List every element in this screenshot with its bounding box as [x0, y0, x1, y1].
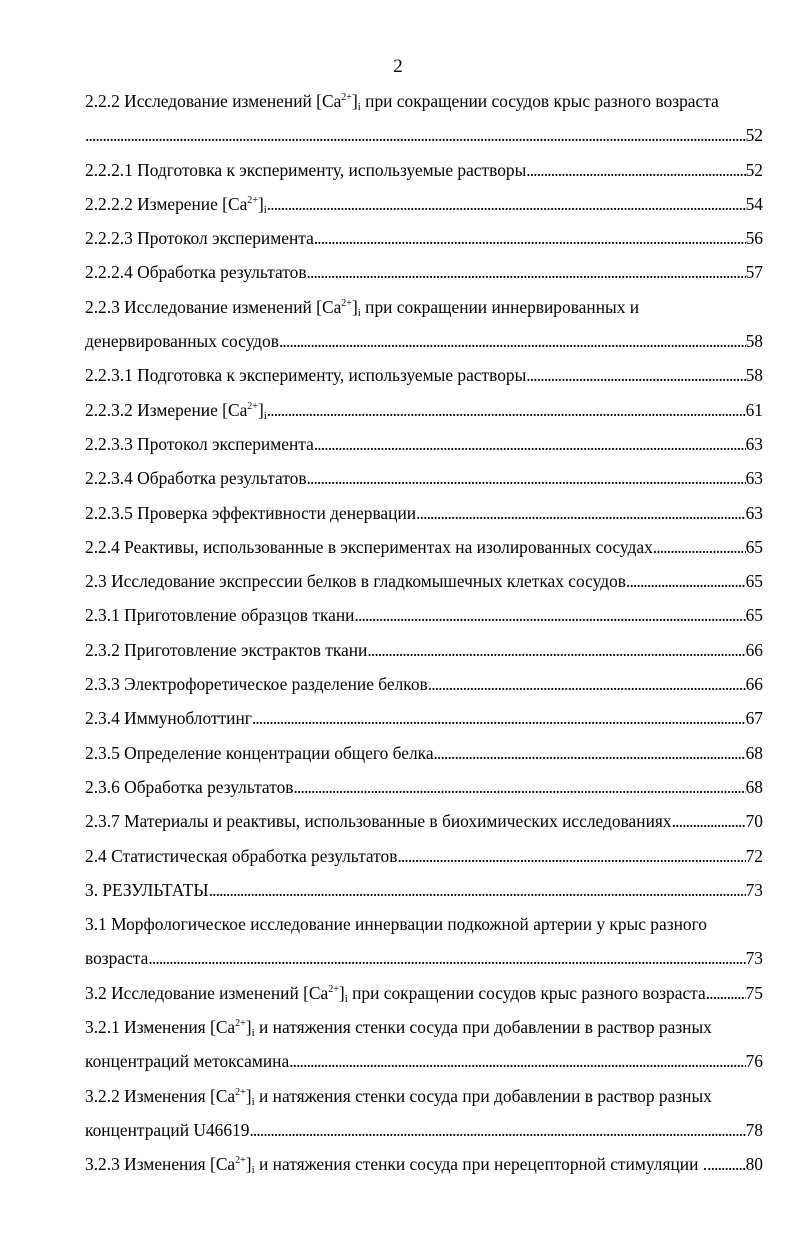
toc-page-number: 63: [745, 433, 763, 454]
toc-entry-title-start: 2.2.3.5 Проверка эффективности денервации: [85, 502, 417, 523]
toc-page-number: 65: [745, 605, 763, 626]
toc-page-number: 65: [745, 536, 763, 557]
toc-entry-title: [85, 84, 763, 118]
toc-entry: [85, 976, 763, 1010]
ca-close: ]: [351, 296, 358, 317]
ca-subscript: i: [251, 1095, 255, 1108]
toc-entry-title-start: 3.2.3 Изменения: [85, 1154, 211, 1175]
toc-entry-title-start: 2.2.2 Исследование изменений: [85, 91, 317, 111]
ca-charge: 2+: [235, 1018, 246, 1030]
toc-entry-title-start: 2.2.3 Исследование изменений: [85, 296, 317, 317]
ca-base: [Ca: [316, 296, 342, 317]
toc-page-number: 61: [745, 399, 763, 420]
dot-leader: [85, 118, 746, 152]
dot-leader: [526, 153, 745, 187]
toc-entry-title-start: 2.3.4 Иммуноблоттинг: [85, 708, 252, 729]
calcium-notation: [210, 1086, 255, 1106]
toc-entry-line: [85, 84, 763, 118]
toc-entry: [85, 187, 763, 221]
toc-entry-title-start: 2.2.3.2 Измерение: [85, 399, 223, 420]
toc-entry: [85, 461, 763, 495]
toc-page-number: 66: [745, 674, 763, 695]
dot-leader: [397, 839, 745, 873]
calcium-notation: [222, 400, 267, 420]
dot-leader: [672, 804, 746, 838]
toc-entry-line: [85, 393, 763, 427]
toc-page-number: 75: [745, 982, 763, 1003]
toc-entry-title: [85, 358, 526, 392]
toc-entry-line: [85, 221, 763, 255]
toc-entry: [85, 221, 763, 255]
dot-leader: [626, 564, 746, 598]
toc-entry-title: [85, 701, 252, 735]
toc-entry: [85, 770, 763, 804]
dot-leader: [289, 1044, 745, 1078]
toc-entry: [85, 1010, 763, 1079]
dot-leader: [653, 530, 746, 564]
toc-entry-title: [85, 221, 314, 255]
toc-entry: [85, 290, 763, 359]
toc-entry-line: [85, 290, 763, 324]
toc-entry-title: [85, 976, 706, 1010]
toc-entry-line: [85, 976, 763, 1010]
toc-page-number: 52: [745, 125, 763, 146]
toc-entry-title: [85, 907, 763, 941]
toc-entry: [85, 564, 763, 598]
toc-entry-line: [85, 839, 763, 873]
toc-entry-line: [85, 770, 763, 804]
dot-leader: [434, 736, 746, 770]
toc-entry-line: [85, 187, 763, 221]
toc-entry-line: [85, 1113, 763, 1147]
toc-entry-line: [85, 736, 763, 770]
toc-page-number: 63: [745, 468, 763, 489]
toc-page-number: 73: [745, 879, 763, 900]
toc-entry-title: [85, 393, 267, 427]
ca-subscript: i: [251, 1027, 255, 1040]
dot-leader: [267, 393, 746, 427]
ca-close: ]: [245, 1085, 252, 1106]
toc-page-number: 57: [745, 262, 763, 283]
toc-entry: [85, 667, 763, 701]
ca-base: [Ca: [210, 1154, 236, 1175]
toc-entry-line: [85, 564, 763, 598]
ca-close: ]: [257, 399, 264, 420]
ca-close: ]: [245, 1017, 252, 1038]
toc-entry: [85, 701, 763, 735]
toc-entry: [85, 633, 763, 667]
dot-leader: [707, 1147, 746, 1181]
toc-page-number: 80: [745, 1154, 763, 1175]
toc-entry-line: [85, 1010, 763, 1044]
ca-subscript: i: [251, 1164, 255, 1177]
toc-entry-title-start: 2.2.2.4 Обработка результатов: [85, 262, 307, 283]
toc-page-number: 72: [745, 845, 763, 866]
ca-charge: 2+: [235, 1086, 246, 1098]
toc-page-number: 70: [745, 811, 763, 832]
toc-entry-line: [85, 941, 763, 975]
toc-entry-title-start: 2.3.3 Электрофоретическое разделение белков: [85, 674, 428, 695]
toc-entry: [85, 598, 763, 632]
toc-entry-line: [85, 598, 763, 632]
toc-entry-line: [85, 324, 763, 358]
toc-entry-title: [85, 1010, 763, 1044]
toc-page-number: 76: [745, 1051, 763, 1072]
toc-entry-title-end: и натяжения стенки сосуда при добавлении в раствор разных: [254, 1085, 712, 1106]
dot-leader: [706, 976, 746, 1010]
dot-leader: [249, 1113, 745, 1147]
toc-entry-title: [85, 804, 672, 838]
toc-entry-continuation: концентраций U46619: [85, 1119, 250, 1140]
toc-entry-title-start: 2.2.2.3 Протокол эксперимента: [85, 228, 314, 249]
dot-leader: [307, 255, 746, 289]
dot-leader: [367, 633, 745, 667]
ca-close: ]: [351, 91, 358, 111]
toc-entry-title-start: 2.2.3.3 Протокол эксперимента: [85, 433, 314, 454]
toc-entry: [85, 873, 763, 907]
toc-entry-title: [85, 153, 526, 187]
ca-close: ]: [257, 193, 264, 214]
toc-entry-title: [85, 736, 434, 770]
toc-page-number: 58: [745, 365, 763, 386]
toc-entry-title-start: 2.3 Исследование экспрессии белков в гладкомышечных клетках сосудов: [85, 571, 626, 592]
dot-leader: [355, 598, 746, 632]
table-of-contents: [85, 84, 763, 1182]
ca-subscript: i: [357, 306, 361, 319]
ca-charge: 2+: [328, 983, 339, 995]
toc-entry-line: [85, 153, 763, 187]
toc-entry: [85, 1147, 763, 1181]
toc-entry: [85, 530, 763, 564]
toc-entry-title-end: при сокращении иннервированных и: [360, 296, 640, 317]
toc-entry-title-start: 2.2.2.2 Измерение: [85, 193, 223, 214]
calcium-notation: [316, 297, 361, 317]
dot-leader: [293, 770, 745, 804]
dot-leader: [279, 324, 746, 358]
toc-entry-line: [85, 358, 763, 392]
toc-entry: [85, 393, 763, 427]
toc-entry-line: [85, 255, 763, 289]
toc-entry: [85, 839, 763, 873]
toc-page-number: 54: [745, 193, 763, 214]
calcium-notation: [316, 91, 361, 111]
toc-entry-continuation: денервированных сосудов: [85, 331, 279, 352]
dot-leader: [267, 187, 746, 221]
toc-entry-title-end: и натяжения стенки сосуда при нерецепторной стимуляции .: [254, 1154, 708, 1175]
toc-entry-title-start: 3.2.1 Изменения: [85, 1017, 211, 1038]
ca-charge: 2+: [235, 1155, 246, 1167]
dot-leader: [526, 358, 745, 392]
toc-entry-line: [85, 1044, 763, 1078]
toc-entry-title: [85, 496, 416, 530]
toc-page-number: 52: [745, 159, 763, 180]
toc-entry: [85, 153, 763, 187]
toc-entry-title-start: 2.3.1 Приготовление образцов ткани: [85, 605, 355, 626]
toc-entry-continuation: концентраций метоксамина: [85, 1051, 290, 1072]
toc-entry: [85, 427, 763, 461]
toc-entry-title: [85, 461, 307, 495]
toc-entry-line: [85, 461, 763, 495]
toc-entry-title: [85, 1079, 763, 1113]
dot-leader: [307, 461, 746, 495]
toc-entry-title-end: при сокращении сосудов крыс разного возраста: [347, 982, 706, 1003]
toc-entry-title: [85, 633, 367, 667]
ca-base: [Ca: [210, 1085, 236, 1106]
toc-entry-line: [85, 667, 763, 701]
toc-entry-line: [85, 496, 763, 530]
toc-entry: [85, 804, 763, 838]
toc-entry: [85, 496, 763, 530]
toc-entry-line: [85, 633, 763, 667]
toc-entry-title-end: и натяжения стенки сосуда при добавлении в раствор разных: [254, 1017, 712, 1038]
toc-entry-line: [85, 530, 763, 564]
toc-entry-line: [85, 427, 763, 461]
toc-entry-line: [85, 1079, 763, 1113]
dot-leader: [416, 496, 746, 530]
dot-leader: [252, 701, 746, 735]
toc-page-number: 66: [745, 639, 763, 660]
page-number: 2: [393, 56, 403, 77]
dot-leader: [148, 941, 745, 975]
ca-base: [Ca: [222, 193, 248, 214]
toc-page-number: 65: [745, 571, 763, 592]
ca-charge: 2+: [247, 400, 258, 412]
ca-charge: 2+: [341, 297, 352, 309]
toc-entry-title-start: 2.4 Статистическая обработка результатов: [85, 845, 398, 866]
toc-entry: [85, 84, 763, 153]
ca-subscript: i: [263, 409, 267, 422]
toc-entry-line: [85, 907, 763, 941]
ca-charge: 2+: [247, 194, 258, 206]
toc-entry-title-start: 2.3.5 Определение концентрации общего белка: [85, 742, 434, 763]
ca-charge: 2+: [341, 92, 352, 103]
calcium-notation: [210, 1017, 255, 1040]
dot-leader: [428, 667, 746, 701]
toc-entry-line: [85, 1147, 763, 1181]
toc-entry-title: [85, 530, 653, 564]
toc-entry-title-start: 2.2.3.4 Обработка результатов: [85, 468, 307, 489]
toc-entry-title: [85, 873, 209, 907]
toc-page-number: 68: [745, 742, 763, 763]
toc-page-number: 58: [745, 331, 763, 352]
toc-entry-title: [85, 564, 626, 598]
toc-entry-line: [85, 118, 763, 152]
ca-close: ]: [245, 1154, 252, 1175]
toc-entry-title: [85, 290, 763, 324]
ca-base: [Ca: [316, 91, 342, 111]
ca-base: [Ca: [222, 399, 248, 420]
toc-entry-continuation: возраста: [85, 948, 149, 969]
calcium-notation: [303, 983, 348, 1003]
toc-entry-title-start: 2.3.6 Обработка результатов: [85, 776, 294, 797]
toc-entry-title: [85, 1147, 707, 1181]
toc-entry-line: [85, 701, 763, 735]
toc-entry-title: [85, 770, 293, 804]
toc-entry-title-start: 3. РЕЗУЛЬТАТЫ: [85, 879, 209, 900]
dot-leader: [314, 427, 746, 461]
toc-entry-title-start: 3.1 Морфологическое исследование иннервации подкожной артерии у крыс разного: [85, 914, 707, 935]
toc-entry: [85, 255, 763, 289]
toc-entry-line: [85, 804, 763, 838]
toc-entry: [85, 358, 763, 392]
toc-entry: [85, 1079, 763, 1148]
toc-entry: [85, 907, 763, 976]
ca-subscript: i: [344, 992, 348, 1005]
toc-page-number: 68: [745, 776, 763, 797]
toc-entry-title: [85, 667, 428, 701]
ca-close: ]: [338, 982, 345, 1003]
ca-subscript: i: [357, 101, 361, 113]
dot-leader: [314, 221, 746, 255]
ca-base: [Ca: [210, 1017, 236, 1038]
toc-entry-title: [85, 598, 355, 632]
toc-entry-title-start: 3.2 Исследование изменений: [85, 982, 304, 1003]
calcium-notation: [222, 194, 267, 214]
calcium-notation: [210, 1154, 255, 1177]
toc-entry-title-start: 2.2.3.1 Подготовка к эксперименту, используемые растворы: [85, 365, 527, 386]
toc-entry-title-start: 2.3.2 Приготовление экстрактов ткани: [85, 639, 368, 660]
toc-entry-title: [85, 187, 267, 221]
toc-entry-title-start: 2.3.7 Материалы и реактивы, использованные в биохимических исследованиях: [85, 811, 672, 832]
toc-entry-title-start: 2.2.4 Реактивы, использованные в экспериментах на изолированных сосудах: [85, 536, 653, 557]
toc-page-number: 63: [745, 502, 763, 523]
toc-entry-title-end: при сокращении сосудов крыс разного возраста: [360, 91, 719, 111]
toc-entry-title: [85, 255, 307, 289]
toc-entry-title-start: 2.2.2.1 Подготовка к эксперименту, используемые растворы: [85, 159, 527, 180]
ca-subscript: i: [263, 203, 267, 216]
toc-entry-title: [85, 427, 314, 461]
toc-page-number: 78: [745, 1119, 763, 1140]
toc-page-number: 73: [745, 948, 763, 969]
toc-entry-title: [85, 839, 397, 873]
toc-page-number: 56: [745, 228, 763, 249]
ca-base: [Ca: [303, 982, 329, 1003]
toc-entry-line: [85, 873, 763, 907]
toc-entry: [85, 736, 763, 770]
dot-leader: [209, 873, 746, 907]
toc-page-number: 67: [745, 708, 763, 729]
toc-entry-title-start: 3.2.2 Изменения: [85, 1085, 211, 1106]
